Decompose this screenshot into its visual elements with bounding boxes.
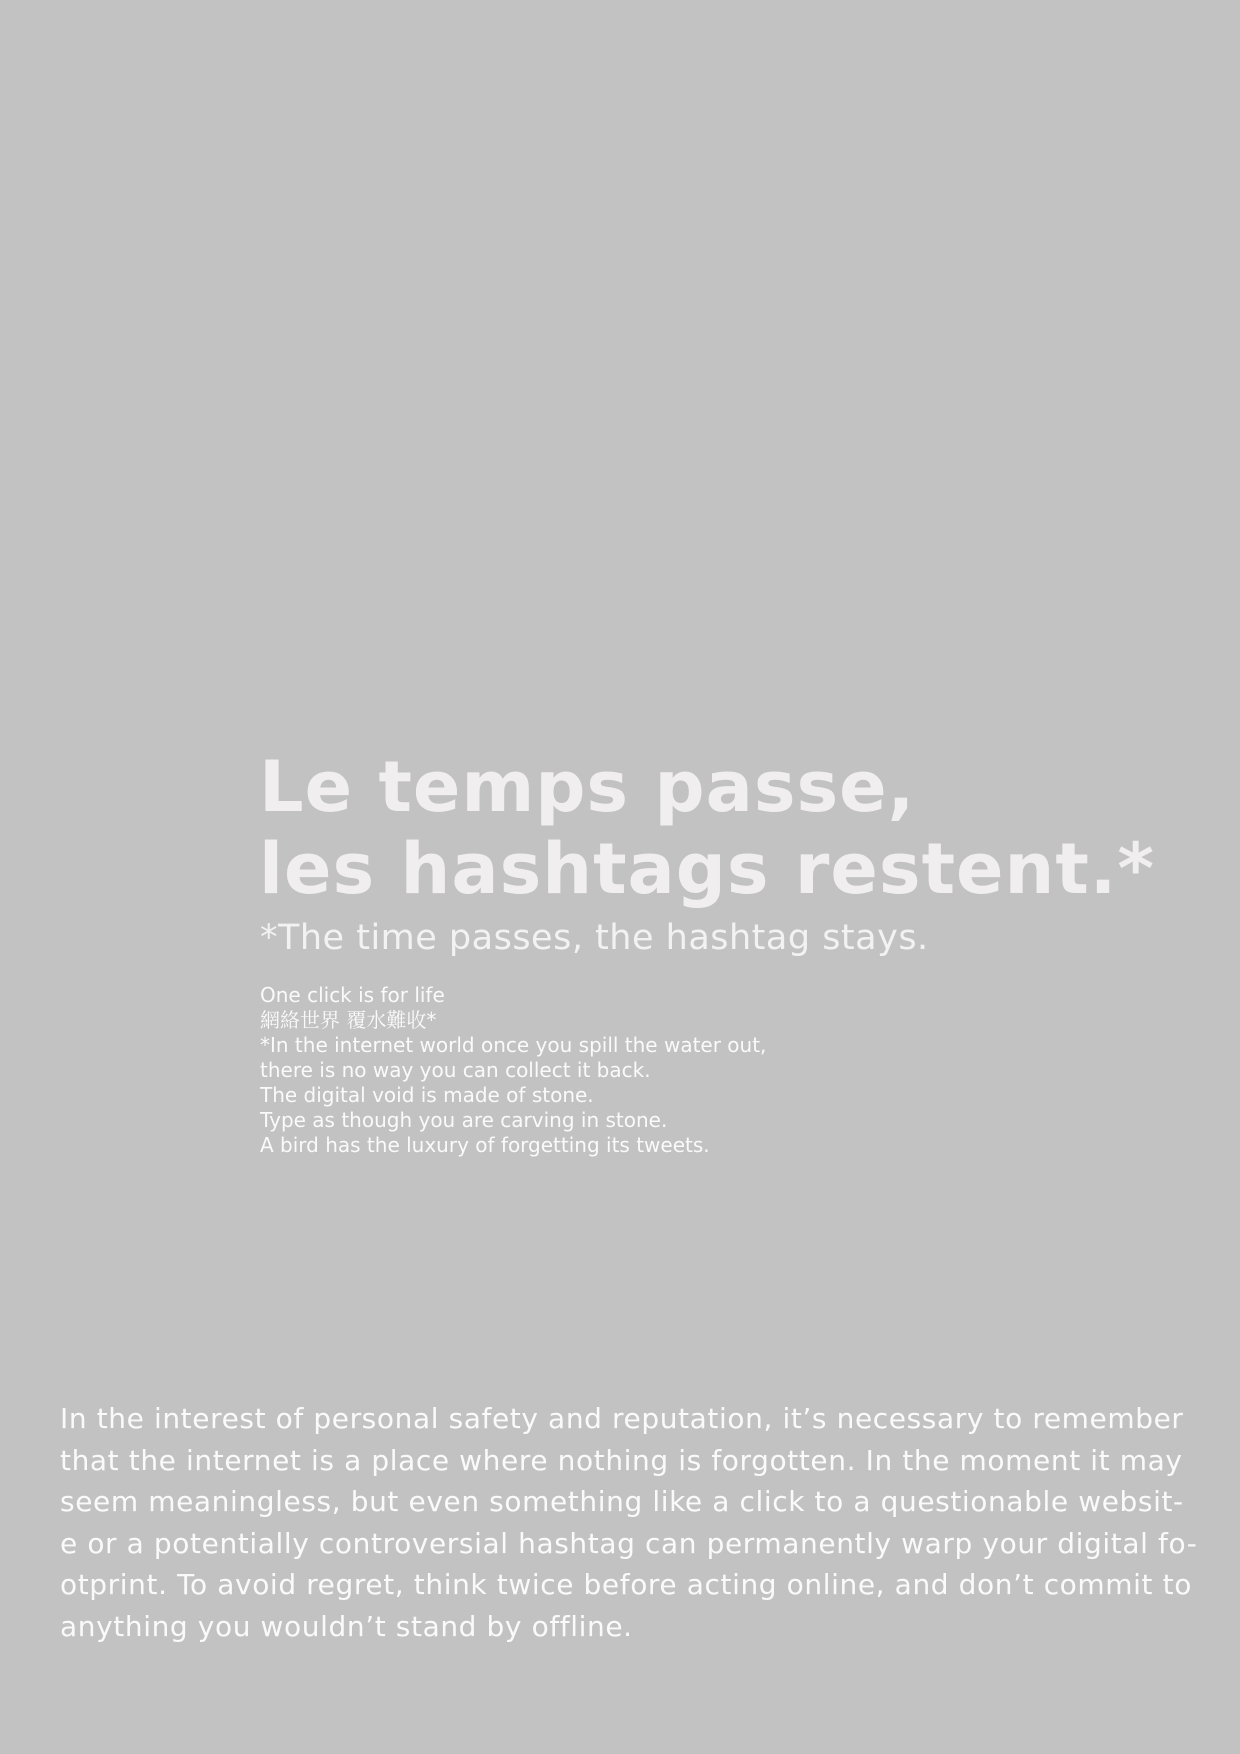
paragraph-line: In the interest of personal safety and reputation, it’s necessary to remember [60,1402,1184,1435]
slogan-line-chinese: 網絡世界 覆水難收* [260,1008,437,1032]
slogan-line: there is no way you can collect it back. [260,1058,651,1082]
slogan-lines [260,983,960,1158]
slogan-line: The digital void is made of stone. [260,1083,594,1107]
paragraph-line: that the internet is a place where nothing is forgotten. In the moment it may [60,1443,1183,1477]
headline [259,746,1159,910]
paragraph-line: seem meaningless, but even something like a click to a questionable websit- [60,1485,1184,1519]
slogan-line: One click is for life [260,983,445,1007]
headline-line-1: Le temps passe, [259,746,916,828]
paragraph-line: otprint. To avoid regret, think twice before acting online, and don’t commit to [60,1568,1192,1602]
paragraph-line: anything you wouldn’t stand by offline. [60,1609,633,1643]
slogan-line: Type as though you are carving in stone. [260,1108,668,1132]
headline-line-2: les hashtags restent.* [259,828,1156,910]
paragraph-line: e or a potentially controversial hashtag can permanently warp your digital fo- [60,1526,1198,1560]
headline-translation: *The time passes, the hashtag stays. [260,918,929,958]
slogan-line: A bird has the luxury of forgetting its tweets. [260,1133,710,1157]
slogan-line: *In the internet world once you spill the water out, [260,1033,767,1057]
body-paragraph [60,1398,1200,1648]
